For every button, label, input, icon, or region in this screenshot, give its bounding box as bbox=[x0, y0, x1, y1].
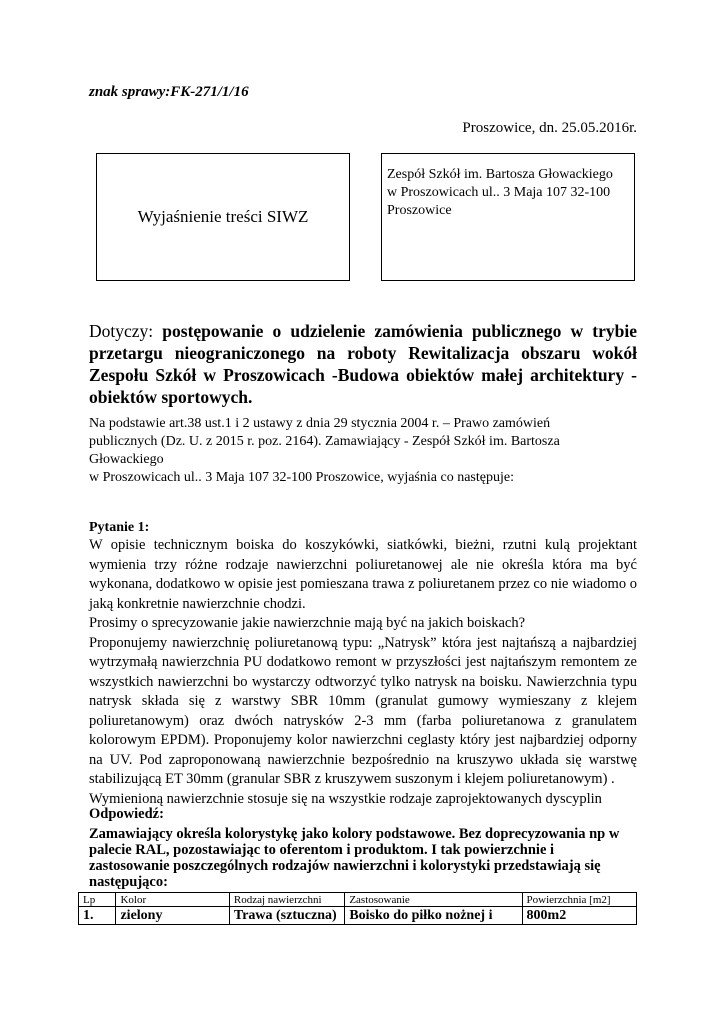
basis-line: w Proszowicach ul.. 3 Maja 107 32-100 Proszowice, wyjaśnia co następuje: bbox=[89, 470, 514, 485]
answer-text: Zamawiający określa kolorystykę jako kolory podstawowe. Bez doprecyzowania np w palecie RAL, pozostawiając to oferentom i produktom. I tak powierzchnie i zastosowanie poszczególnych rodzajów nawierzchni i kolorystyki przedstawiają się następująco: bbox=[89, 826, 620, 890]
address-line: Proszowice bbox=[387, 203, 452, 218]
header-zastosowanie: Zastosowanie bbox=[345, 893, 522, 907]
header-lp: Lp bbox=[79, 893, 116, 907]
question-paragraph: Proponujemy nawierzchnię poliuretanową typu: „Natrysk” która jest najtańszą a najbardziej wytrzymałą nawierzchnia PU dodatkowo remont w przyszłości jest najtańszym remontem ze wszystkich nawierzchni bo wystarczy odtworzyć tylko natrysk na boisku. Nawierzchnia typu natrysk składa się z warstwy SBR 10mm (granulat gumowy wymieszany z klejem poliuretanowym) oraz dwóch natrysków 2-3 mm (farba poliuretanowa z granulatem kolorowym EPDM). Proponujemy kolor nawierzchni ceglasty który jest najbardziej odporny na UV. Pod zaproponowaną nawierzchnie bezpośrednio na kruszywo układa się warstwę stabilizującą ET 30mm (granular SBR z kruszywem suszonym i klejem poliuretanowym) . bbox=[89, 634, 637, 787]
cell-lp: 1. bbox=[79, 907, 116, 925]
cell-powierzchnia: 800m2 bbox=[522, 907, 636, 925]
table-row bbox=[79, 907, 637, 925]
table-header-row bbox=[79, 893, 637, 907]
document-title-box bbox=[96, 153, 350, 281]
question-paragraph: Wymienioną nawierzchnie stosuje się na wszystkie rodzaje zaprojektowanych dyscyplin bbox=[89, 790, 602, 807]
question-paragraph: W opisie technicznym boiska do koszykówki, siatkówki, bieżni, rzutni kulą projektant wymienia trzy różne rodzaje nawierzchni poliuretanowej ale nie określa która ma być wykonana, dodatkowo w opisie jest pomieszana trawa z poliuretanem przez co nie wiadomo o jaką konkretnie nawierzchnie chodzi. bbox=[89, 537, 637, 612]
address-line: w Proszowicach ul.. 3 Maja 107 32-100 bbox=[387, 185, 611, 200]
legal-basis bbox=[89, 415, 637, 487]
address-line: Zespół Szkół im. Bartosza Głowackiego bbox=[387, 167, 613, 182]
cell-kolor: zielony bbox=[116, 907, 229, 925]
basis-line: publicznych (Dz. U. z 2015 r. poz. 2164). Zamawiający - Zespół Szkół im. Bartosza bbox=[89, 434, 560, 449]
header-rodzaj: Rodzaj nawierzchni bbox=[229, 893, 344, 907]
header-powierzchnia: Powierzchnia [m2] bbox=[522, 893, 636, 907]
cell-zastosowanie: Boisko do piłko nożnej i bbox=[345, 907, 522, 925]
subject-lead: Dotyczy: bbox=[89, 321, 154, 341]
header-kolor: Kolor bbox=[116, 893, 229, 907]
question-body bbox=[89, 536, 637, 809]
basis-line: Na podstawie art.38 ust.1 i 2 ustawy z dnia 29 stycznia 2004 r. – Prawo zamówień bbox=[89, 416, 551, 431]
question-paragraph: Prosimy o sprecyzowanie jakie nawierzchnie mają być na jakich boiskach? bbox=[89, 615, 526, 631]
case-reference: znak sprawy:FK-271/1/16 bbox=[89, 84, 249, 100]
recipient-address-box bbox=[381, 153, 635, 281]
basis-line: Głowackiego bbox=[89, 452, 164, 467]
subject-paragraph bbox=[89, 320, 637, 408]
place-date: Proszowice, dn. 25.05.2016r. bbox=[462, 120, 637, 136]
surface-table bbox=[78, 892, 637, 925]
question-title: Pytanie 1: bbox=[89, 520, 150, 535]
answer-title: Odpowiedź: bbox=[89, 806, 164, 822]
cell-rodzaj: Trawa (sztuczna) bbox=[229, 907, 344, 925]
document-title: Wyjaśnienie treści SIWZ bbox=[137, 207, 309, 226]
subject-text: postępowanie o udzielenie zamówienia publicznego w trybie przetargu nieograniczonego na roboty Rewitalizacja obszaru wokół Zespołu Szkół w Proszowicach -Budowa obiektów małej architektury - obiektów sportowych. bbox=[89, 321, 638, 407]
